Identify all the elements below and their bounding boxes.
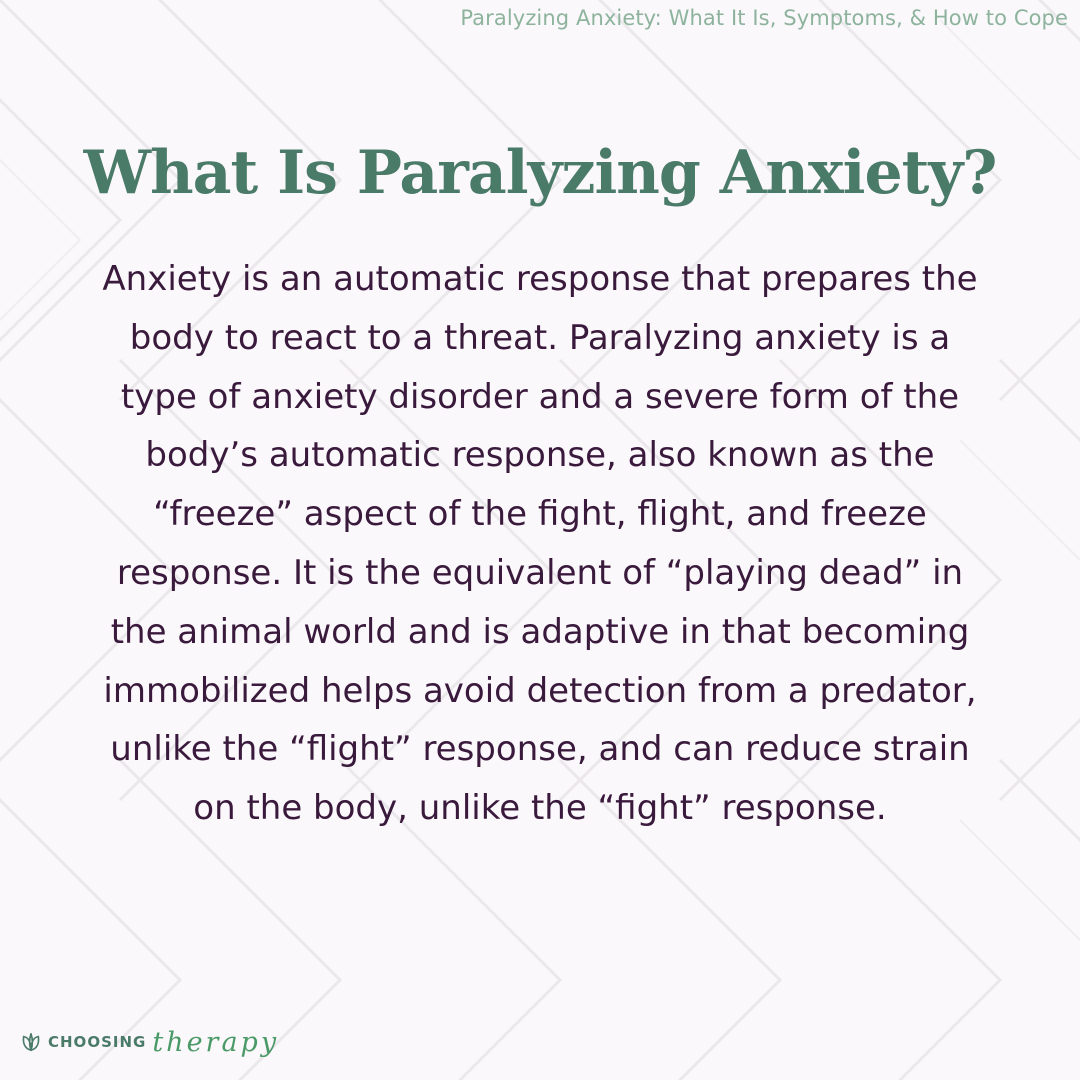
page-title: What Is Paralyzing Anxiety? <box>83 138 997 208</box>
logo-script: therapy <box>152 1026 280 1058</box>
body-paragraph: Anxiety is an automatic response that prepares the body to react to a threat. Paralyzing anxiety is a type of anxiety disorder and a severe form of the body’s automatic response, also known as the “freeze” aspect of the fight, flight, and freeze response. It is the equivalent of “playing dead” in the animal world and is adaptive in that becoming immobilized helps avoid detection from a predator, unlike the “flight” response, and can reduce strain on the body, unlike the “fight” response. <box>102 259 978 829</box>
leaf-icon <box>20 1031 42 1053</box>
logo-wordmark: CHOOSING <box>48 1033 147 1051</box>
choosing-therapy-logo <box>20 1024 279 1060</box>
article-title-header: Paralyzing Anxiety: What It Is, Symptoms, & How to Cope <box>460 6 1068 30</box>
